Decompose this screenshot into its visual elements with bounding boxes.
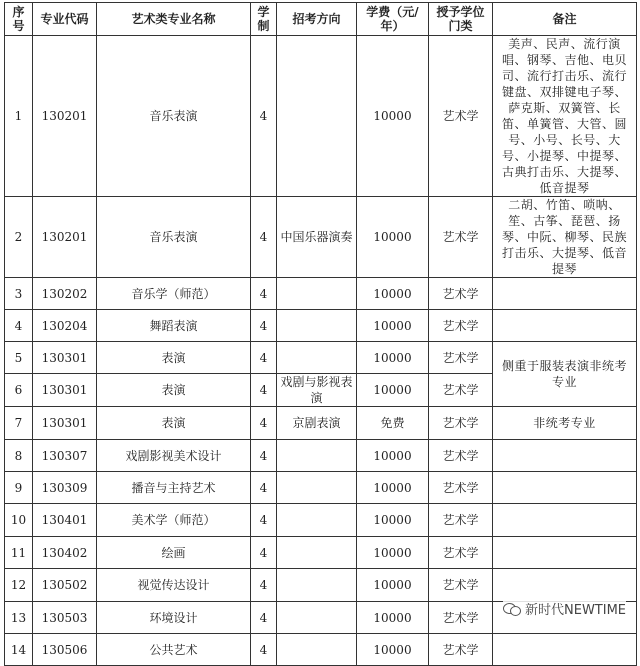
cell-fee: 10000: [357, 278, 429, 310]
header-direction: 招考方向: [277, 3, 357, 36]
cell-direction: [277, 36, 357, 197]
cell-name: 播音与主持艺术: [97, 472, 251, 504]
cell-name: 表演: [97, 342, 251, 374]
cell-years: 4: [251, 374, 277, 407]
table-row: [5, 634, 637, 666]
cell-fee: 10000: [357, 342, 429, 374]
cell-note: [493, 278, 637, 310]
cell-note: 非统考专业: [493, 407, 637, 440]
cell-degree: 艺术学: [429, 602, 493, 634]
cell-seq: 3: [5, 278, 33, 310]
cell-name: 表演: [97, 374, 251, 407]
cell-direction: [277, 342, 357, 374]
cell-seq: 9: [5, 472, 33, 504]
watermark-text: 新时代NEWTIME: [525, 603, 626, 618]
cell-seq: 5: [5, 342, 33, 374]
cell-name: 公共艺术: [97, 634, 251, 666]
cell-fee: 免费: [357, 407, 429, 440]
cell-years: 4: [251, 602, 277, 634]
cell-code: 130401: [33, 504, 97, 537]
cell-seq: 11: [5, 537, 33, 569]
cell-years: 4: [251, 504, 277, 537]
cell-degree: 艺术学: [429, 472, 493, 504]
cell-seq: 13: [5, 602, 33, 634]
cell-code: 130402: [33, 537, 97, 569]
cell-seq: 8: [5, 440, 33, 472]
cell-code: 130503: [33, 602, 97, 634]
cell-direction: [277, 440, 357, 472]
table-row: [5, 342, 637, 374]
cell-years: 4: [251, 569, 277, 602]
cell-name: 音乐表演: [97, 36, 251, 197]
cell-name: 绘画: [97, 537, 251, 569]
cell-note: 侧重于服装表演非统考专业: [493, 342, 637, 407]
cell-code: 130301: [33, 407, 97, 440]
header-degree: 授予学位门类: [429, 3, 493, 36]
cell-degree: 艺术学: [429, 374, 493, 407]
cell-fee: 10000: [357, 197, 429, 278]
cell-note: [493, 569, 637, 602]
cell-fee: 10000: [357, 36, 429, 197]
cell-code: 130204: [33, 310, 97, 342]
cell-code: 130301: [33, 342, 97, 374]
cell-name: 戏剧影视美术设计: [97, 440, 251, 472]
cell-seq: 4: [5, 310, 33, 342]
cell-years: 4: [251, 472, 277, 504]
cell-seq: 2: [5, 197, 33, 278]
table-row: [5, 504, 637, 537]
cell-name: 音乐表演: [97, 197, 251, 278]
cell-degree: 艺术学: [429, 407, 493, 440]
cell-direction: 京剧表演: [277, 407, 357, 440]
table-row: [5, 537, 637, 569]
cell-fee: 10000: [357, 472, 429, 504]
cell-name: 舞蹈表演: [97, 310, 251, 342]
cell-degree: 艺术学: [429, 634, 493, 666]
header-code: 专业代码: [33, 3, 97, 36]
cell-direction: [277, 537, 357, 569]
cell-fee: 10000: [357, 374, 429, 407]
cell-note: [493, 440, 637, 472]
cell-note: 二胡、竹笛、唢呐、笙、古筝、琵琶、扬琴、中阮、柳琴、民族打击乐、大提琴、低音提琴: [493, 197, 637, 278]
cell-code: 130309: [33, 472, 97, 504]
table-row: [5, 278, 637, 310]
wechat-icon: [503, 602, 521, 616]
cell-years: 4: [251, 440, 277, 472]
cell-seq: 14: [5, 634, 33, 666]
cell-years: 4: [251, 537, 277, 569]
cell-degree: 艺术学: [429, 310, 493, 342]
cell-direction: [277, 569, 357, 602]
table-row: [5, 440, 637, 472]
cell-direction: 中国乐器演奏: [277, 197, 357, 278]
watermark: [503, 599, 626, 618]
cell-fee: 10000: [357, 310, 429, 342]
cell-degree: 艺术学: [429, 504, 493, 537]
cell-degree: 艺术学: [429, 537, 493, 569]
cell-direction: [277, 472, 357, 504]
cell-note: [493, 537, 637, 569]
table-row: [5, 569, 637, 602]
cell-direction: [277, 602, 357, 634]
cell-code: 130307: [33, 440, 97, 472]
cell-degree: 艺术学: [429, 197, 493, 278]
cell-fee: 10000: [357, 440, 429, 472]
cell-years: 4: [251, 634, 277, 666]
cell-note: [493, 310, 637, 342]
header-note: 备注: [493, 3, 637, 36]
major-table: [4, 2, 637, 666]
cell-fee: 10000: [357, 504, 429, 537]
cell-degree: 艺术学: [429, 278, 493, 310]
header-years: 学制: [251, 3, 277, 36]
cell-name: 表演: [97, 407, 251, 440]
cell-fee: 10000: [357, 602, 429, 634]
cell-years: 4: [251, 310, 277, 342]
cell-name: 音乐学（师范）: [97, 278, 251, 310]
cell-years: 4: [251, 278, 277, 310]
cell-years: 4: [251, 407, 277, 440]
cell-seq: 10: [5, 504, 33, 537]
cell-code: 130502: [33, 569, 97, 602]
cell-code: 130301: [33, 374, 97, 407]
cell-note: 美声、民声、流行演唱、钢琴、吉他、电贝司、流行打击乐、流行键盘、双排键电子琴、萨克斯、双簧管、长笛、单簧管、大管、圆号、小号、长号、大号、小提琴、中提琴、古典打击乐、大提琴、低音提琴: [493, 36, 637, 197]
cell-name: 视觉传达设计: [97, 569, 251, 602]
header-fee: 学费（元/年）: [357, 3, 429, 36]
cell-years: 4: [251, 197, 277, 278]
cell-degree: 艺术学: [429, 342, 493, 374]
cell-degree: 艺术学: [429, 569, 493, 602]
cell-seq: 1: [5, 36, 33, 197]
cell-fee: 10000: [357, 569, 429, 602]
header-row: [5, 3, 637, 36]
table-row: [5, 197, 637, 278]
cell-note: [493, 472, 637, 504]
table-row: [5, 407, 637, 440]
cell-code: 130201: [33, 197, 97, 278]
cell-seq: 7: [5, 407, 33, 440]
cell-code: 130506: [33, 634, 97, 666]
cell-name: 环境设计: [97, 602, 251, 634]
table-row: [5, 36, 637, 197]
table-row: [5, 472, 637, 504]
cell-code: 130201: [33, 36, 97, 197]
cell-note: [493, 504, 637, 537]
cell-degree: 艺术学: [429, 440, 493, 472]
cell-direction: [277, 278, 357, 310]
cell-direction: 戏剧与影视表演: [277, 374, 357, 407]
cell-direction: [277, 634, 357, 666]
cell-years: 4: [251, 342, 277, 374]
cell-degree: 艺术学: [429, 36, 493, 197]
header-seq: 序号: [5, 3, 33, 36]
cell-years: 4: [251, 36, 277, 197]
cell-direction: [277, 310, 357, 342]
header-name: 艺术类专业名称: [97, 3, 251, 36]
cell-note: [493, 634, 637, 666]
cell-fee: 10000: [357, 537, 429, 569]
cell-direction: [277, 504, 357, 537]
cell-seq: 6: [5, 374, 33, 407]
cell-code: 130202: [33, 278, 97, 310]
cell-fee: 10000: [357, 634, 429, 666]
cell-name: 美术学（师范）: [97, 504, 251, 537]
table-row: [5, 310, 637, 342]
cell-seq: 12: [5, 569, 33, 602]
